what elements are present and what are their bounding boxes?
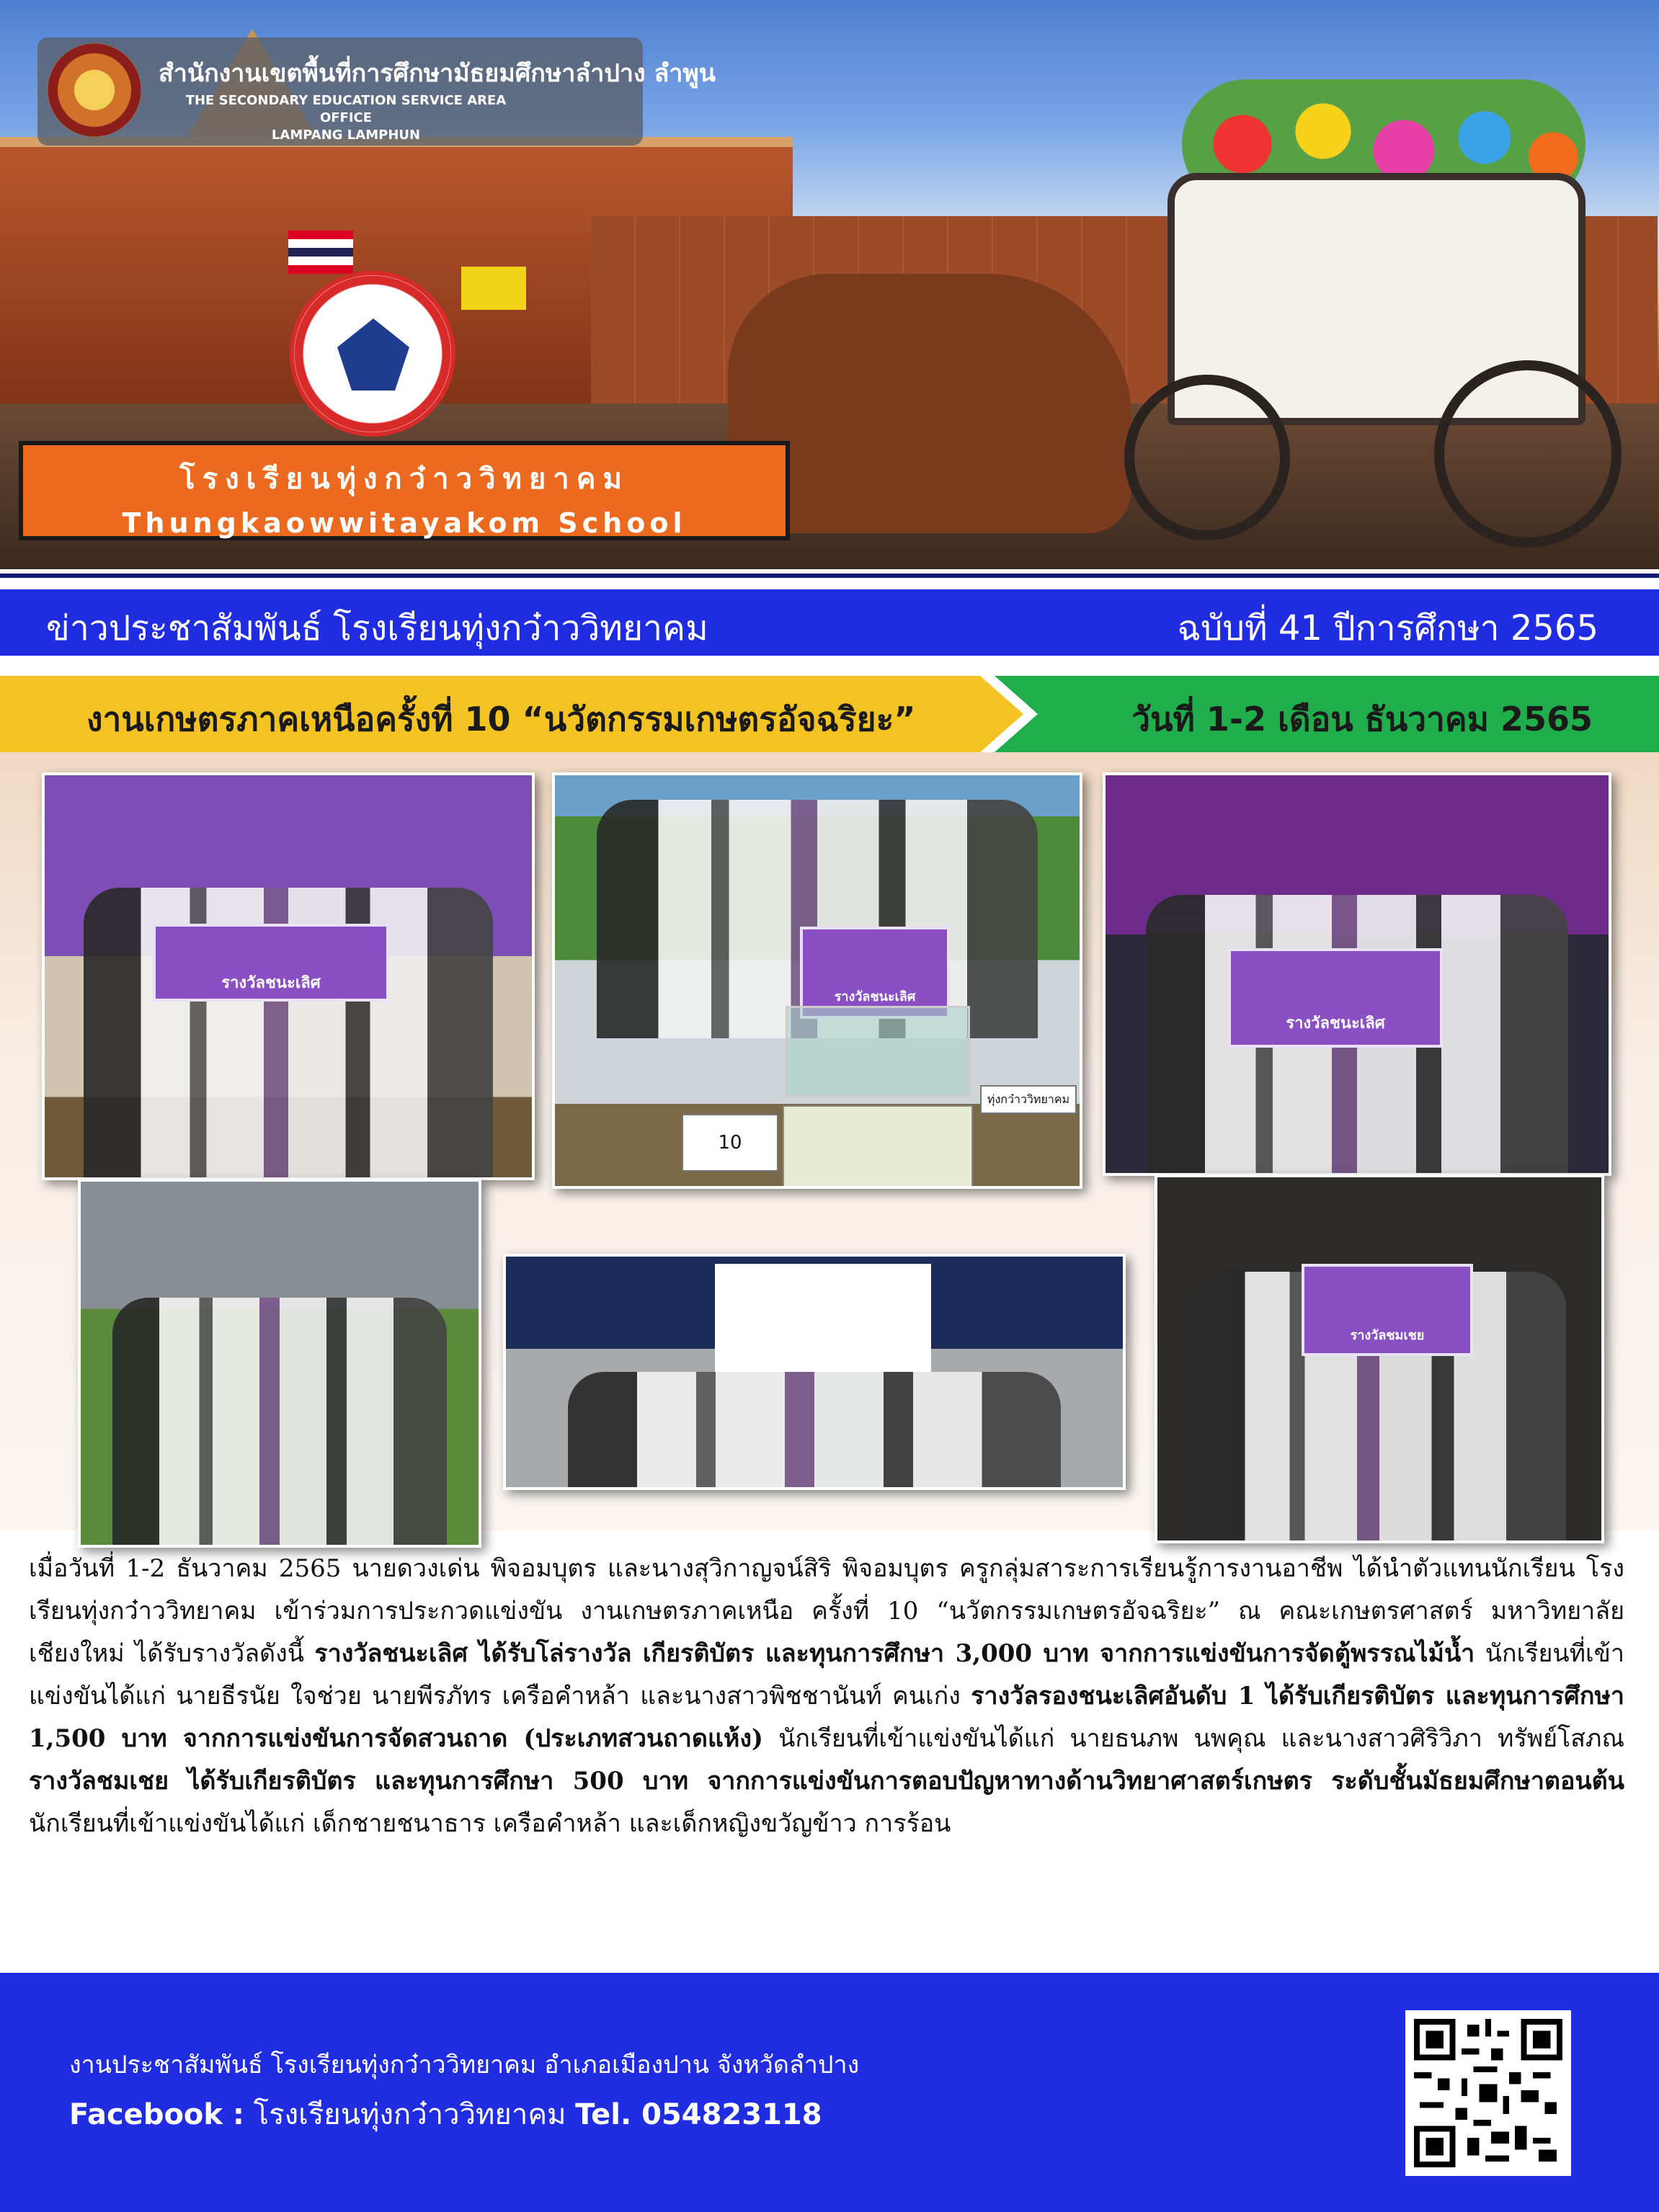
- school-emblem-mark: [337, 318, 409, 391]
- office-logo-icon: [48, 43, 141, 137]
- aquarium-tank: [786, 1006, 970, 1097]
- people-group: [568, 1372, 1062, 1487]
- photo-award-2: [552, 772, 1082, 1189]
- office-name-th: สำนักงานเขตพื้นที่การศึกษามัธยมศึกษาลำปาง ลำพูน: [159, 59, 716, 88]
- qr-code-graphic: [1414, 2019, 1562, 2167]
- award-card: [1228, 948, 1443, 1048]
- school-table-label: ทุ่งกว๋าววิทยาคม: [980, 1085, 1077, 1114]
- award-card-text: รางวัลชนะเลิศ: [221, 974, 321, 992]
- telephone[interactable]: Tel. 054823118: [575, 2098, 822, 2131]
- news-title-bar: [0, 589, 1659, 656]
- event-title: งานเกษตรภาคเหนือครั้งที่ 10 “นวัตกรรมเกษตรอัจฉริยะ”: [86, 700, 916, 739]
- yellow-flag-icon: [461, 267, 526, 310]
- award-honorable-mention: รางวัลชมเชย ได้รับเกียรติบัตร และทุนการศึกษา 500 บาท จากการแข่งขันการตอบปัญหาทางด้านวิทยาศาสตร์เกษตร ระดับชั้นมัธยมศึกษาตอนต้น: [29, 1767, 1624, 1796]
- article-body: [29, 1548, 1624, 1845]
- award-first-place: รางวัลชนะเลิศ ได้รับโล่รางวัล เกียรติบัตร และทุนการศึกษา 3,000 บาท จากการแข่งขันการจัดตู้พรรณไม้น้ำ: [314, 1639, 1475, 1668]
- photo-award-1: [42, 772, 535, 1180]
- award-card: [1302, 1264, 1473, 1356]
- school-name-th: โรงเรียนทุ่งกว๋าววิทยาคม: [179, 463, 629, 496]
- people-group: [112, 1298, 447, 1545]
- office-name-en-line2: LAMPANG LAMPHUN: [271, 128, 421, 143]
- thai-flag-icon: [288, 231, 353, 274]
- award-card-text: รางวัลชนะเลิศ: [1286, 1014, 1385, 1033]
- school-name-box: [19, 441, 790, 540]
- school-name-en: Thungkaowwitayakom School: [122, 507, 687, 539]
- mind-map-board: [783, 1105, 973, 1187]
- award-card: [153, 924, 389, 1002]
- award-card-text: รางวัลชนะเลิศ: [834, 989, 916, 1004]
- office-name-en: [159, 92, 533, 144]
- projection-screen: [715, 1264, 931, 1372]
- footer-pr-department: งานประชาสัมพันธ์ โรงเรียนทุ่งกว๋าววิทยาคม อำเภอเมืองปาน จังหวัดลำปาง: [69, 2051, 860, 2079]
- issue-number: ฉบับที่ 41 ปีการศึกษา 2565: [1177, 608, 1598, 648]
- article-intro: เมื่อวันที่ 1-2 ธันวาคม 2565 นายดวงเด่น พิจอมบุตร และนางสุวิกาญจน์สิริ พิจอมบุตร ครูกลุ่มสาระการเรียนรู้การงานอาชีพ ได้นำตัวแทนนักเรียน โรงเรียนทุ่งกว๋าววิทยาคม เข้าร่วมการประกวดแข่งขัน งานเกษตรภาคเหนือ ครั้งที่ 10 “นวัตกรรมเกษตรอัจฉริยะ” ณ คณะเกษตรศาสตร์ มหาวิทยาลัยเชียงใหม่ ได้รับรางวัลดังนี้: [29, 1554, 1624, 1668]
- facebook-page[interactable]: โรงเรียนทุ่งกว๋าววิทยาคม: [244, 2098, 576, 2131]
- qr-code-icon[interactable]: [1405, 2010, 1571, 2176]
- office-name-en-line1: THE SECONDARY EDUCATION SERVICE AREA OFFICE: [185, 93, 507, 125]
- event-ribbon: [0, 676, 1659, 752]
- photo-group-hall: [503, 1254, 1126, 1490]
- honorable-mention-students: นักเรียนที่เข้าแข่งขันได้แก่ เด็กชายชนาธาร เครือคำหล้า และเด็กหญิงขวัญข้าว การร้อน: [29, 1809, 951, 1838]
- event-date: วันที่ 1-2 เดือน ธันวาคม 2565: [1131, 700, 1593, 739]
- facebook-label: Facebook :: [69, 2098, 244, 2131]
- news-title: ข่าวประชาสัมพันธ์ โรงเรียนทุ่งกว๋าววิทยาคม: [46, 608, 708, 648]
- award-card: [800, 927, 950, 1019]
- photo-honorable-mention: [1155, 1174, 1604, 1543]
- photo-collage: [0, 752, 1659, 1530]
- school-logo-icon: [290, 271, 455, 437]
- table-number-sign: 10: [682, 1114, 778, 1172]
- award-runner-up: รางวัลรองชนะเลิศอันดับ 1 ได้รับเกียรติบัตร และทุนการศึกษา 1,500 บาท จากการแข่งขันการจัดสวนถาด (ประเภทสวนถาดแห้ง): [29, 1682, 1624, 1753]
- first-place-students: นักเรียนที่เข้าแข่งขันได้แก่ นายธีรนัย ใจช่วย นายพีรภัทร เครือคำหล้า และนางสาวพิชชานันท์ คนเก่ง: [29, 1639, 1624, 1711]
- carriage-wheel: [1124, 375, 1290, 540]
- footer-contact: [69, 2091, 822, 2137]
- photo-certificates-outdoor: [78, 1179, 481, 1548]
- photo-award-3: [1103, 772, 1611, 1176]
- carriage-wheel: [1434, 360, 1622, 548]
- award-card-text: รางวัลชมเชย: [1350, 1328, 1425, 1343]
- runner-up-students: นักเรียนที่เข้าแข่งขันได้แก่ นายธนภพ นพคุณ และนางสาวศิริวิภา ทรัพย์โสภณ: [763, 1724, 1625, 1753]
